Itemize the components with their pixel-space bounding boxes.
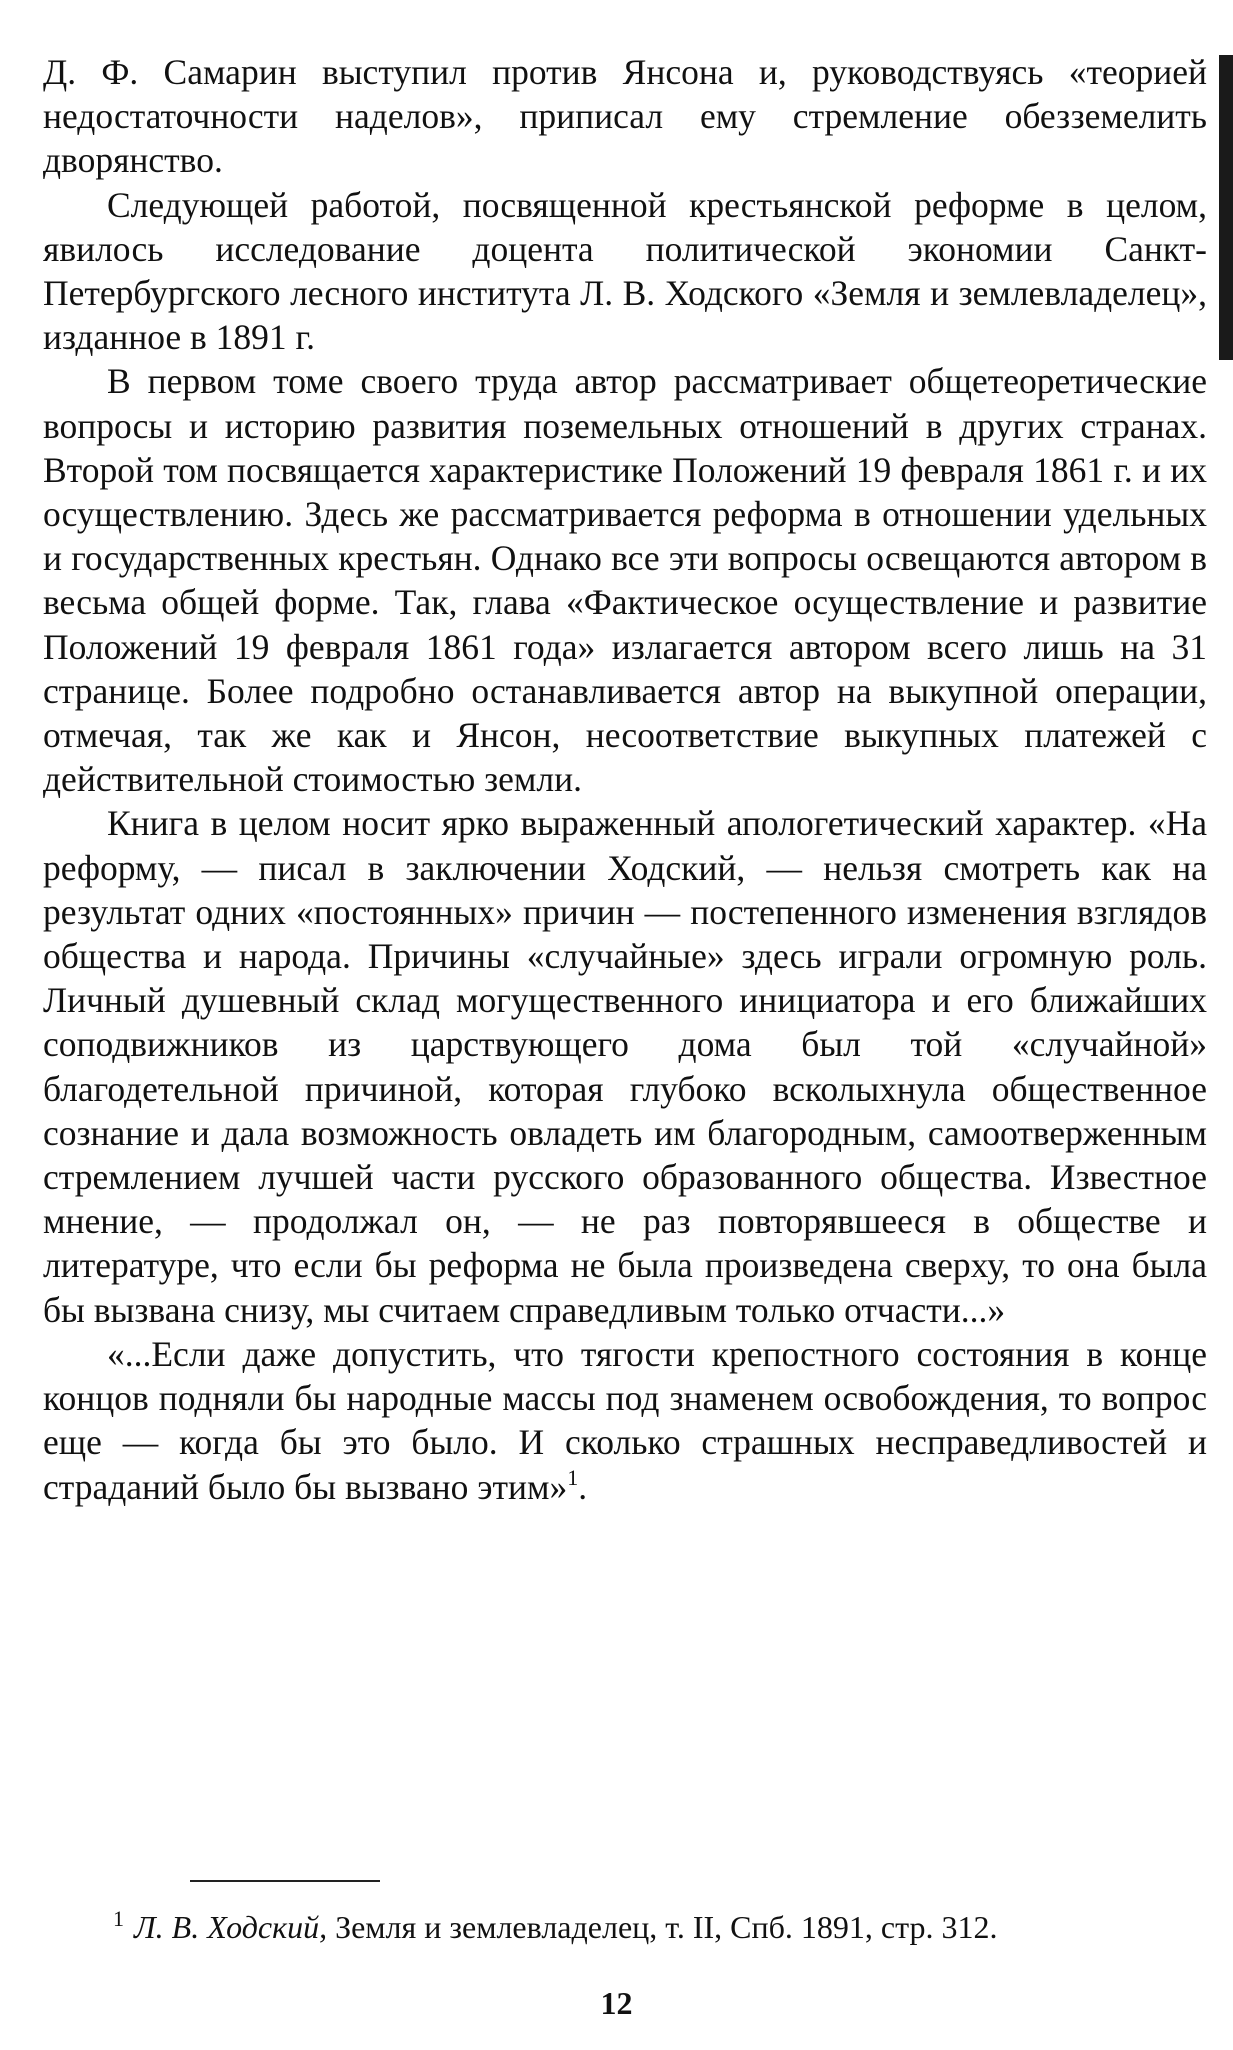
page-number: 12: [600, 1985, 633, 2021]
footnote-divider: [190, 1880, 380, 1882]
footnote-citation: Земля и землевладелец, т. II, Спб. 1891, стр. 312.: [335, 1909, 998, 1945]
footnote-reference: 1: [567, 1464, 579, 1490]
footnote: [43, 1898, 1207, 1948]
paragraph-5-text: «...Если даже допустить, что тягости крепостного состояния в конце концов подняли бы народные массы под знаменем освобождения, то вопрос еще — когда бы это было. И сколько страшных несправедливостей и страданий было бы вызвано этим»: [43, 1333, 1207, 1507]
scan-edge-mark: [1219, 55, 1233, 360]
footnote-author: Л. В. Ходский,: [134, 1909, 328, 1945]
footnote-mark: 1: [113, 1906, 124, 1931]
paragraph-5: «...Если даже допустить, что тягости крепостного состояния в конце концов подняли бы народные массы под знаменем освобождения, то вопрос еще — когда бы это было. И сколько страшных несправедливостей и страданий было бы вызвано этим»$^1$.: [43, 1333, 1207, 1507]
paragraph-2: Следующей работой, посвященной крестьянской реформе в целом, явилось исследование доцента политической экономии Санкт-Петербургского лесного института Л. В. Ходского «Земля и землевладелец», изданное в 1891 г.: [43, 184, 1207, 358]
paragraph-4: Книга в целом носит ярко выраженный апологетический характер. «На реформу, — писал в заключении Ходский, — нельзя смотреть как на результат одних «постоянных» причин — постепенного изменения взглядов общества и народа. Причины «случайные» здесь играли огромную роль. Личный душевный склад могущественного инициатора и его ближайших соподвижников из царствующего дома был той «случайной» благодетельной причиной, которая глубоко всколыхнула общественное сознание и дала возможность овладеть им благородным, самоотверженным стремлением лучшей части русского образованного общества. Известное мнение, — продолжал он, — не раз повторявшееся в обществе и литературе, что если бы реформа не была произведена сверху, то она была бы вызвана снизу, мы считаем справедливым только отчасти...»: [43, 803, 1207, 1330]
paragraph-3: В первом томе своего труда автор рассматривает общетеоретические вопросы и историю развития поземельных отношений в других странах. Второй том посвящается характеристике Положений 19 февраля 1861 г. и их осуществлению. Здесь же рассматривается реформа в отношении удельных и государственных крестьян. Однако все эти вопросы освещаются автором в весьма общей форме. Так, глава «Фактическое осуществление и развитие Положений 19 февраля 1861 года» излагается автором всего лишь на 31 странице. Более подробно останавливается автор на выкупной операции, отмечая, так же как и Янсон, несоответствие выкупных платежей с действительной стоимостью земли.: [43, 361, 1207, 800]
page-body: [43, 50, 1207, 1509]
paragraph-1: Д. Ф. Самарин выступил против Янсона и, руководствуясь «теорией недостаточности наделов», приписал ему стремление обезземелить дворянство.: [43, 52, 1207, 181]
